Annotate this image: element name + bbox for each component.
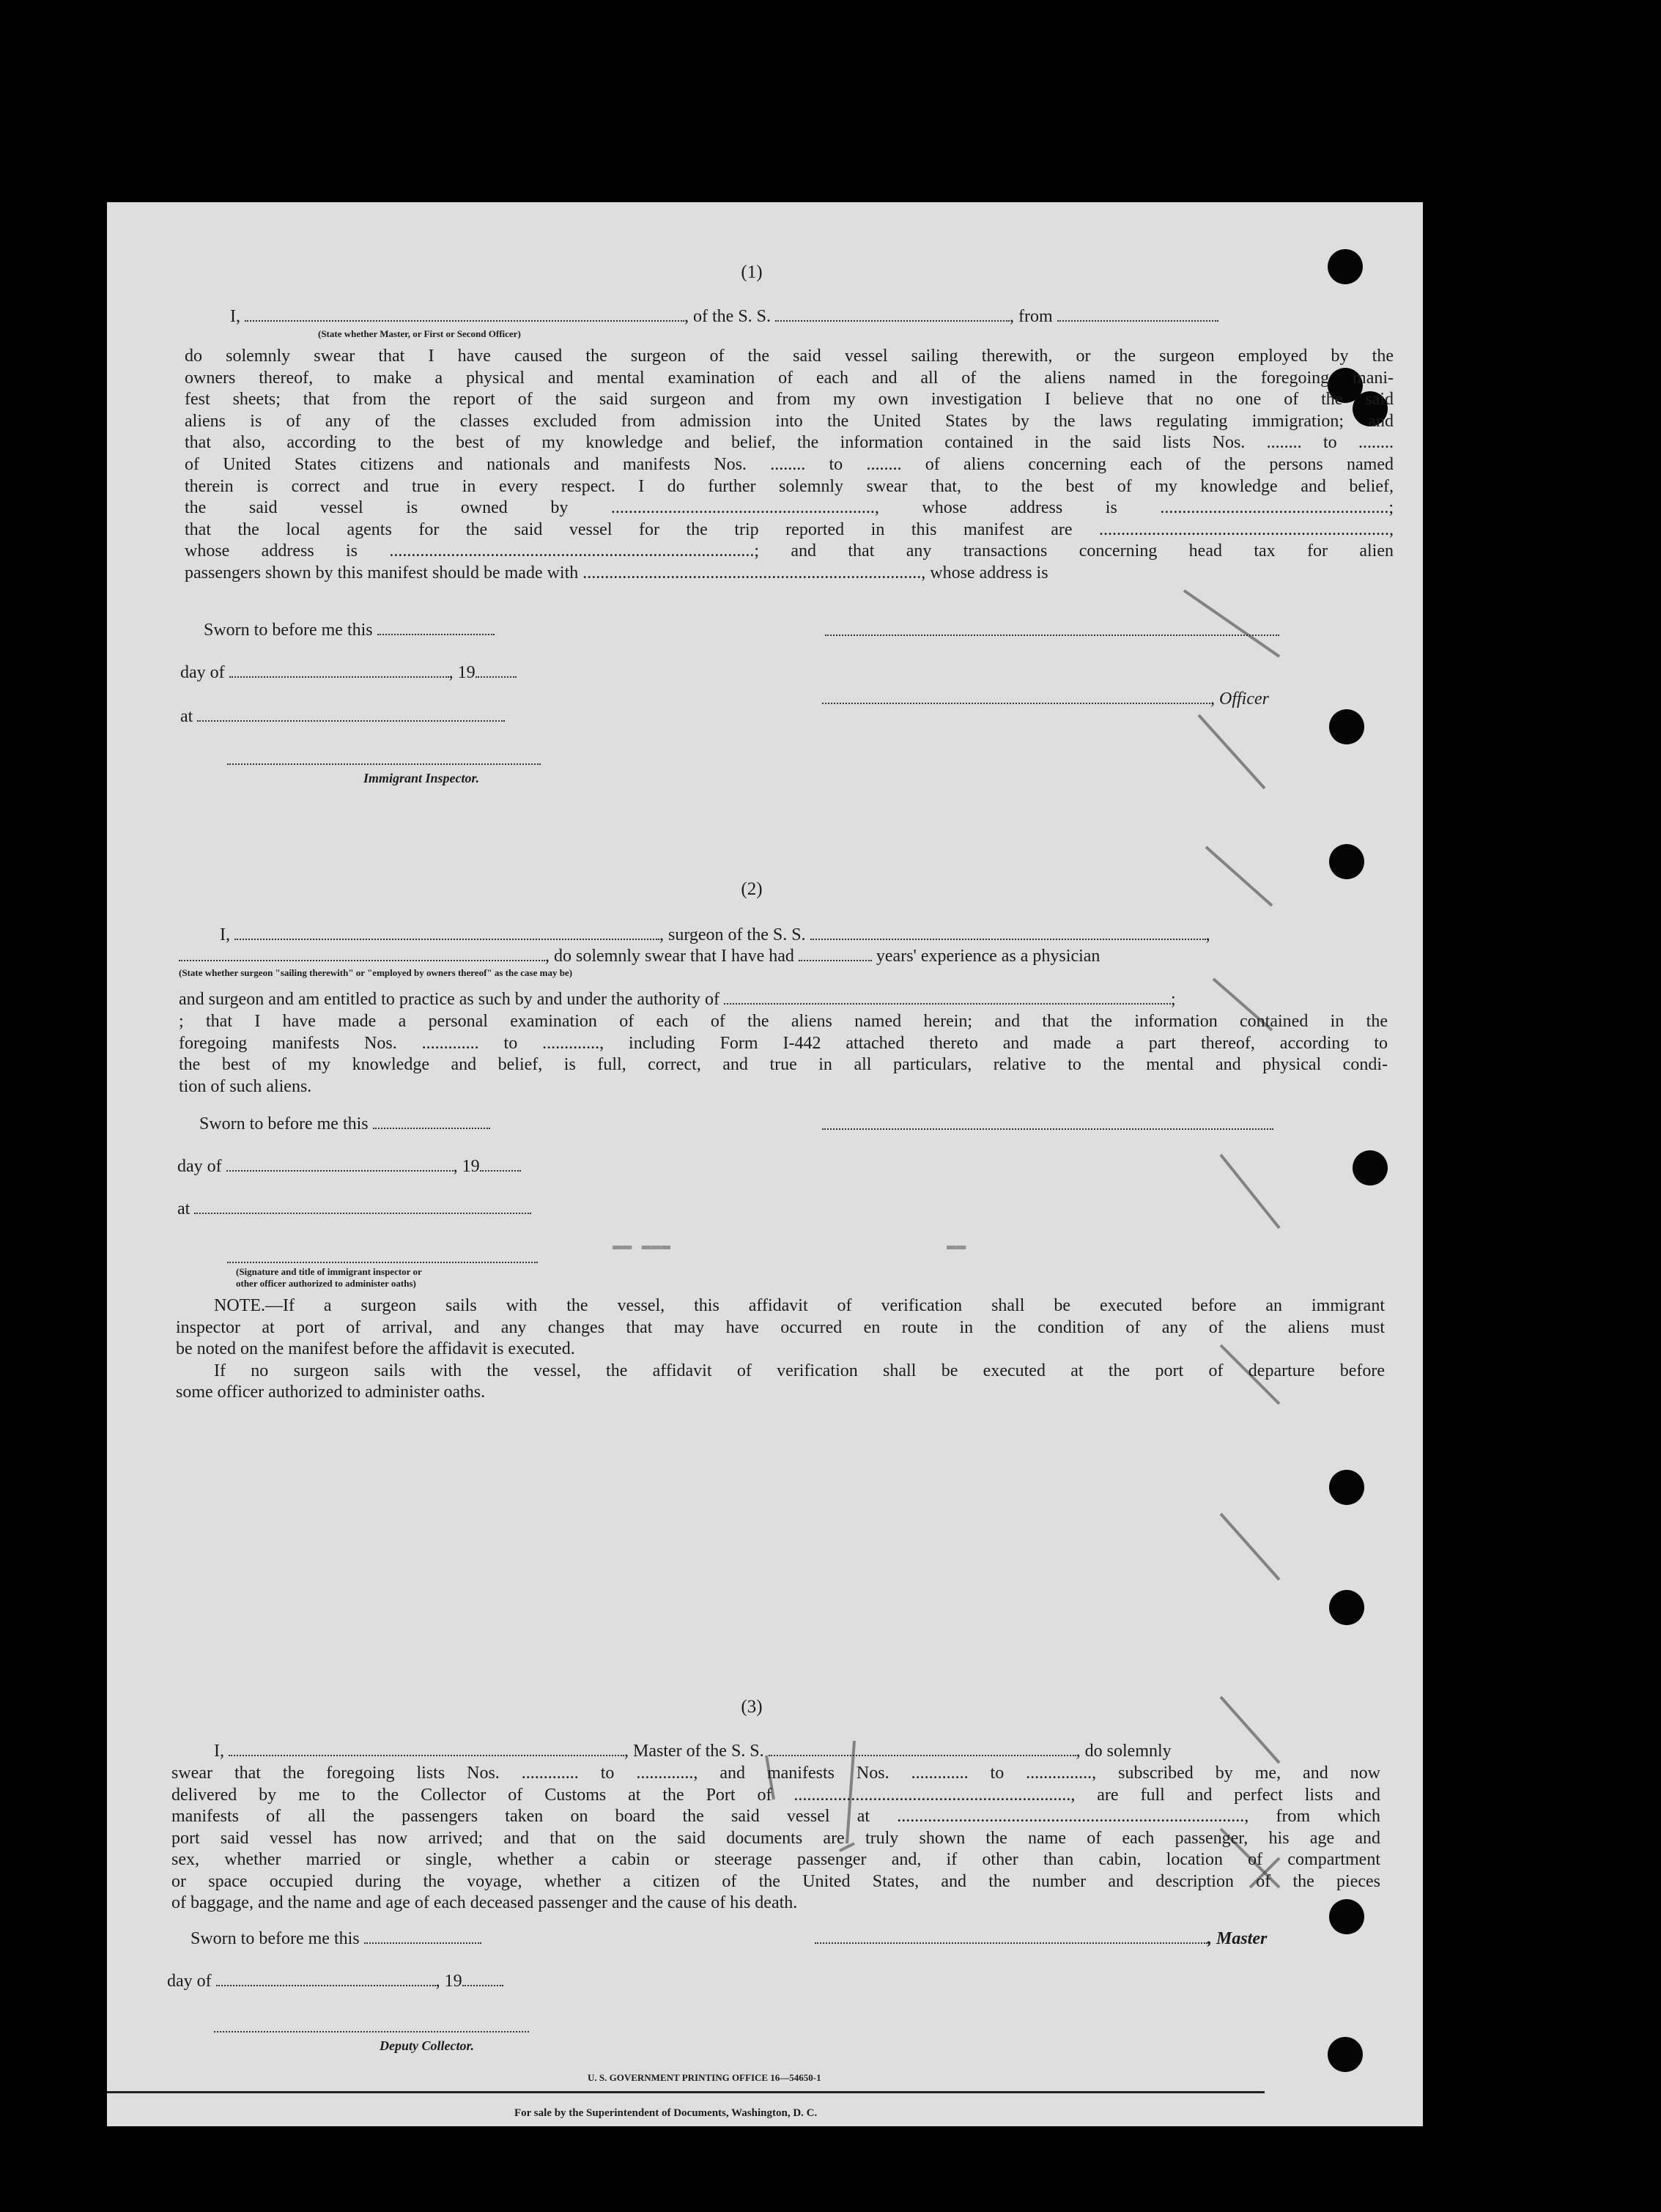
master-vessel-field[interactable] <box>769 1742 1076 1756</box>
paragraph-line: passengers shown by this manifest should be made with ............................................................................., whose address is <box>185 563 1048 582</box>
year-label-3: , 19 <box>435 1972 462 1991</box>
paragraph-line: delivered by me to the Collector of Customs at the Port of ..............................................................., are full and perfect lists and <box>171 1785 1380 1805</box>
paragraph-line: or space occupied during the voyage, whether a citizen of the United States, and the number and description of the pieces <box>171 1871 1380 1891</box>
oath-signature-line[interactable] <box>227 1262 538 1263</box>
note-line: inspector at port of arrival, and any changes that may have occurred en route in the condition of any of the aliens must <box>176 1317 1385 1337</box>
paragraph-line: ; that I have made a personal examination of each of the aliens named herein; and that the information contained in the <box>179 1012 1388 1031</box>
day-of-field-2[interactable] <box>226 1157 454 1172</box>
from-field[interactable] <box>1057 307 1218 322</box>
note-line: NOTE.—If a surgeon sails with the vessel, this affidavit of verification shall be executed before an immigrant <box>214 1296 1385 1315</box>
sworn-day-field-2[interactable] <box>373 1114 490 1129</box>
day-of-label-2: day of <box>177 1157 222 1176</box>
day-of-label-1: day of <box>180 663 225 682</box>
year-label-1: , 19 <box>448 663 476 682</box>
section-3-paragraph <box>171 1763 1380 1915</box>
collector-signature-line[interactable] <box>214 2031 529 2032</box>
authority-label: and surgeon and am entitled to practice as such by and under the authority of <box>179 990 719 1009</box>
officer-label: , Officer <box>1210 689 1269 709</box>
at-field-1[interactable] <box>197 707 505 722</box>
bleed-through-stamp: ▬▬ <box>947 1237 966 1255</box>
officer-signature-line[interactable] <box>825 635 1279 636</box>
year-field-3[interactable] <box>462 1972 503 1986</box>
printing-office-line: U. S. GOVERNMENT PRINTING OFFICE 16—54650-1 <box>588 2072 821 2083</box>
sworn-label-2: Sworn to before me this <box>199 1114 369 1133</box>
paragraph-line: tion of such aliens. <box>179 1076 312 1096</box>
sworn-day-field-1[interactable] <box>377 621 495 635</box>
day-of-field-1[interactable] <box>229 663 449 678</box>
master-label: , Master <box>1207 1929 1268 1948</box>
year-label-2: , 19 <box>453 1157 480 1176</box>
note-line: be noted on the manifest before the affidavit is executed. <box>176 1339 575 1358</box>
paragraph-line: owners thereof, to make a physical and mental examination of each and all of the aliens named in the foregoing mani- <box>185 368 1394 388</box>
footer-rule <box>107 2091 1265 2093</box>
day-of-label-3: day of <box>167 1972 212 1991</box>
master-name-field[interactable] <box>229 1742 624 1756</box>
sworn-label-3: Sworn to before me this <box>190 1929 360 1948</box>
surgeon-signature-line[interactable] <box>822 1128 1273 1130</box>
authority-field[interactable] <box>724 990 1171 1005</box>
officer-field[interactable] <box>245 307 684 322</box>
surgeon-name-field[interactable] <box>234 925 659 940</box>
swear-label: , do solemnly swear that I have had <box>545 947 794 966</box>
at-label-1: at <box>180 707 193 726</box>
surgeon-caption: (State whether surgeon "sailing therewith" or "employed by owners thereof" as the case may be) <box>179 967 573 978</box>
oath-caption-2: other officer authorized to administer oaths) <box>236 1278 416 1289</box>
section-2-prefix: I, <box>220 925 230 944</box>
officer-field-2[interactable] <box>822 689 1210 704</box>
sworn-label-1: Sworn to before me this <box>204 621 373 640</box>
paragraph-line: the best of my knowledge and belief, is full, correct, and true in all particulars, relative to the mental and physical condi- <box>179 1055 1388 1074</box>
paragraph-line: do solemnly swear that I have caused the surgeon of the said vessel sailing therewith, or the surgeon employed by the <box>185 347 1394 366</box>
master-of-label: , Master of the S. S. <box>624 1742 764 1761</box>
years-field[interactable] <box>799 947 872 961</box>
paragraph-line: aliens is of any of the classes excluded from admission into the United States by the laws regulating immigration; and <box>185 411 1394 431</box>
section-2-number: (2) <box>741 879 763 899</box>
bleed-through-stamp: ▬▬ ▬▬▬ <box>613 1237 671 1255</box>
paragraph-line: of United States citizens and nationals and manifests Nos. ........ to ........ of aliens concerning each of the persons named <box>185 454 1394 474</box>
manifest-page: (1) I, , of the S. S. , from (State whether Master, or First or Second Officer) do solemnly swear that I have caused the surgeon of the said vessel sailing therewith, or the surgeon employed by the owners thereof, to make a physical and mental examination of each and all of the aliens named in the foregoing mani- fest sheets; that from the report of the said surgeon and from my own investigation I believe that no one of the said aliens is of any of the classes excluded from admission into the United States by the laws regulating immigration; and that also, according to the best of my knowledge and belief, the information contained in the said lists Nos. ........ to ........ of United States citizens and nationals and manifests Nos. ........ to ........ of aliens concerning each of the persons named therein is correct and true in every respect. I do further solemnly swear that, to the best of my knowledge and belief, the said vessel is owned by ............................................................, whose address is ....................................................; that the local agents for the said vessel for the trip reported in this manifest are .................................................................., whose address is ...................................................................................; and that any transactions concerning head tax for alien passengers shown by this manifest should be made with ............................................................................., whose address is Sworn to before me this day of , 19 , Officer at Immigrant Inspector. (2) I, , surgeon of the S. S. , , do solemnly swear that I have had years' experience as a physician (State whether surgeon "sailing therewith" or "employed by owners thereof" as the case may be) and surgeon and am entitled to practice as such by and under the authority of ; ; that I have made a personal examination of each of the aliens named herein; and that the information contained in the foregoing manifests Nos. ............. to ............., including Form I-442 attached thereto and made a part thereof, according to the best of my knowledge and belief, is full, correct, and true in all particulars, relative to the mental and physical condi- tion of such aliens. Sworn to before me this day of , 19 at (Signature and title of immigrant inspector or other officer authorized to administer oaths) NOTE.—If a surgeon sails with the vessel, this affidavit of verification shall be executed before an immigrant inspector at port of arrival, and any changes that may have occurred en route in the condition of any of the aliens must be noted on the manifest before the affidavit is executed. If no surgeon sails with the vessel, the affidavit of verification shall be executed at the port of departure before some officer authorized to administer oaths. ▬▬ ▬▬▬ ▬▬ (3) I, , Master of the S. S. , do solemnly swear that the foregoing lists Nos. ............. to ............., and manifests Nos. ............. to ..............., subscribed by me, and now delivered by me to the Collector of Customs at the Port of ..............................................................., are full and perfect lists and manifests of all the passengers taken on board the said vessel at ..............................................................................., from which port said vessel has now arrived; and that on the said documents are truly shown the name of each passenger, his age and sex, whether married or single, whether a cabin or steerage passenger and, if other than cabin, location of compartment or space occupied during the voyage, whether a citizen of the United States, and the number and description of the pieces of baggage, and the name and age of each deceased passenger and the cause of his death. Sworn to before me this , Master day of , 19 Deputy Collector. U. S. GOVERNMENT PRINTING OFFICE 16—54650-1 For sale by the Superintendent of Documents, Washington, D. C. <box>107 202 1423 2126</box>
note-line: If no surgeon sails with the vessel, the affidavit of verification shall be executed at the port of departure before <box>214 1361 1385 1380</box>
paragraph-line: port said vessel has now arrived; and that on the said documents are truly shown the name of each passenger, his age and <box>171 1828 1380 1848</box>
year-field-2[interactable] <box>480 1157 521 1172</box>
paragraph-line: swear that the foregoing lists Nos. ............. to ............., and manifests Nos. ............. to ..............., subscribed by me, and now <box>171 1764 1380 1783</box>
section-3-number: (3) <box>741 1697 763 1717</box>
years-label: years' experience as a physician <box>876 947 1100 966</box>
inspector-caption: Immigrant Inspector. <box>363 771 480 785</box>
vessel-field[interactable] <box>775 307 1010 322</box>
sworn-day-field-3[interactable] <box>364 1929 481 1944</box>
oath-caption-1: (Signature and title of immigrant inspector or <box>236 1266 422 1277</box>
section-1-prefix: I, <box>230 307 240 326</box>
paragraph-line: of baggage, and the name and age of each deceased passenger and the cause of his death. <box>171 1893 798 1912</box>
master-signature-field[interactable] <box>815 1929 1207 1944</box>
paragraph-line: the said vessel is owned by ............................................................, whose address is ....................................................; <box>185 498 1394 518</box>
section-2-note <box>176 1295 1385 1404</box>
section-1-paragraph <box>185 346 1394 585</box>
surgeon-of-label: , surgeon of the S. S. <box>659 925 806 944</box>
at-field-2[interactable] <box>194 1199 531 1214</box>
surgeon-status-field[interactable] <box>179 947 545 961</box>
paragraph-line: that the local agents for the said vessel for the trip reported in this manifest are .................................................................., <box>185 519 1394 539</box>
from-label: , from <box>1010 307 1053 326</box>
section-2-paragraph <box>179 1011 1388 1098</box>
surgeon-vessel-field[interactable] <box>810 925 1206 940</box>
for-sale-line: For sale by the Superintendent of Documents, Washington, D. C. <box>514 2107 818 2119</box>
paragraph-line: whose address is ...................................................................................; and that any transactions concerning head tax for alien <box>185 541 1394 561</box>
paragraph-line: fest sheets; that from the report of the said surgeon and from my own investigation I believe that no one of the said <box>185 390 1394 410</box>
paragraph-line: therein is correct and true in every respect. I do further solemnly swear that, to the best of my knowledge and belief, <box>185 476 1394 496</box>
year-field-1[interactable] <box>476 663 517 678</box>
inspector-signature-line[interactable] <box>227 763 541 765</box>
collector-caption: Deputy Collector. <box>380 2038 474 2053</box>
paragraph-line: sex, whether married or single, whether a cabin or steerage passenger and, if other than cabin, location of compartment <box>171 1850 1380 1869</box>
at-label-2: at <box>177 1199 190 1218</box>
paragraph-line: manifests of all the passengers taken on board the said vessel at ..............................................................................., from which <box>171 1807 1380 1826</box>
do-solemnly-label: , do solemnly <box>1076 1742 1172 1761</box>
section-1-number: (1) <box>741 262 763 282</box>
officer-caption: (State whether Master, or First or Second Officer) <box>318 328 521 339</box>
section-3-prefix: I, <box>214 1742 224 1761</box>
note-line: some officer authorized to administer oaths. <box>176 1383 486 1402</box>
paragraph-line: foregoing manifests Nos. ............. to ............., including Form I-442 attached thereto and made a part thereof, according to <box>179 1033 1388 1053</box>
paragraph-line: that also, according to the best of my knowledge and belief, the information contained in the said lists Nos. ........ to ........ <box>185 433 1394 453</box>
vessel-label: , of the S. S. <box>684 307 772 326</box>
day-of-field-3[interactable] <box>216 1972 436 1986</box>
